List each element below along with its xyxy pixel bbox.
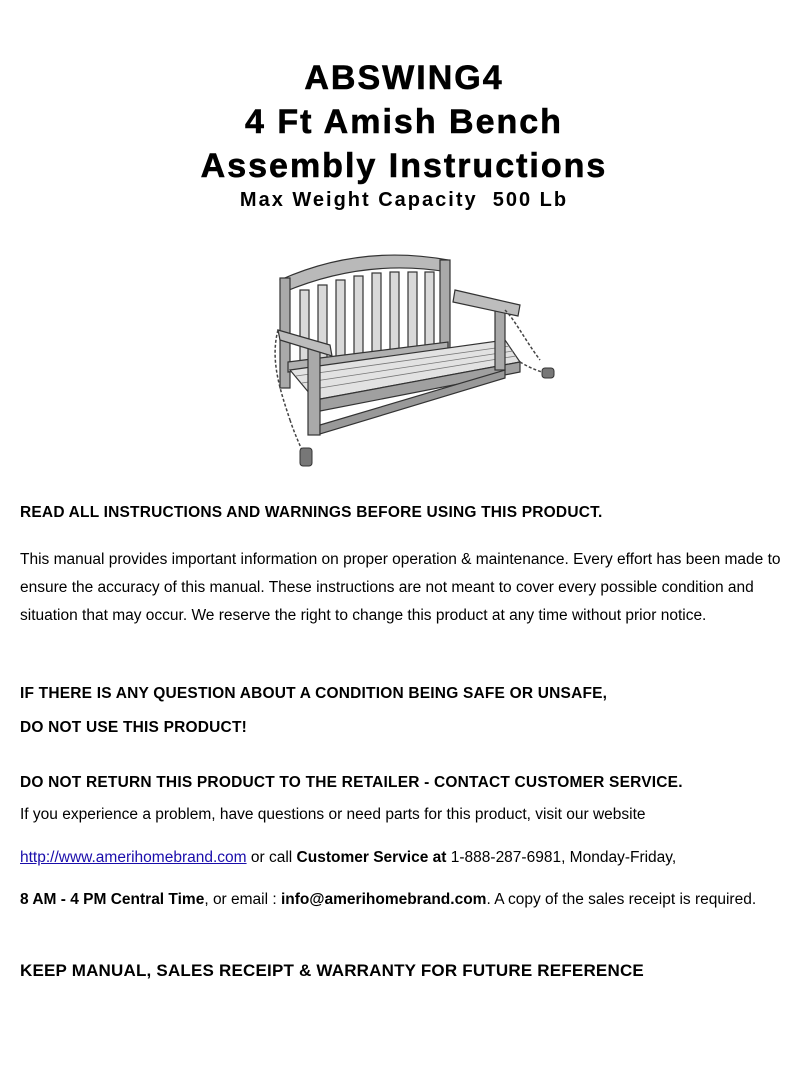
problem-text: If you experience a problem, have questions or need parts for this product, visit our website xyxy=(20,806,646,823)
keep-manual-heading: KEEP MANUAL, SALES RECEIPT & WARRANTY FOR FUTURE REFERENCE xyxy=(20,961,644,980)
or-email-text: , or email : xyxy=(204,891,281,908)
contact-line-1 xyxy=(20,849,676,867)
email-address[interactable]: info@amerihomebrand.com xyxy=(281,891,487,908)
title-block xyxy=(0,56,808,214)
phone-and-days: 1-888-287-6981, Monday-Friday, xyxy=(446,849,677,866)
document-title: Assembly Instructions xyxy=(200,147,608,185)
do-not-use-heading: DO NOT USE THIS PRODUCT! xyxy=(20,719,247,736)
read-instructions-heading: READ ALL INSTRUCTIONS AND WARNINGS BEFORE USING THIS PRODUCT. xyxy=(20,504,603,521)
weight-capacity: Max Weight Capacity 500 Lb xyxy=(239,189,569,211)
safety-question-heading: IF THERE IS ANY QUESTION ABOUT A CONDITION BEING SAFE OR UNSAFE, xyxy=(20,685,608,702)
model-number: ABSWING4 xyxy=(304,59,504,97)
intro-paragraph: This manual provides important information on proper operation & maintenance. Every effort has been made to ensure the accuracy of this manual. These instructions are not meant to cover every possible condition and situation that may occur. We reserve the right to change this product at any time without prior notice. xyxy=(20,551,781,624)
bench-swing-image xyxy=(270,250,560,470)
product-name: 4 Ft Amish Bench xyxy=(245,103,563,141)
website-link[interactable]: http://www.amerihomebrand.com xyxy=(20,849,247,866)
do-not-return-heading: DO NOT RETURN THIS PRODUCT TO THE RETAILER - CONTACT CUSTOMER SERVICE. xyxy=(20,774,683,791)
contact-line-2 xyxy=(20,891,756,909)
service-hours: 8 AM - 4 PM Central Time xyxy=(20,891,205,908)
customer-service-label: Customer Service at xyxy=(296,849,447,866)
or-call-text: or call xyxy=(246,849,297,866)
receipt-note: . A copy of the sales receipt is required. xyxy=(486,891,757,908)
